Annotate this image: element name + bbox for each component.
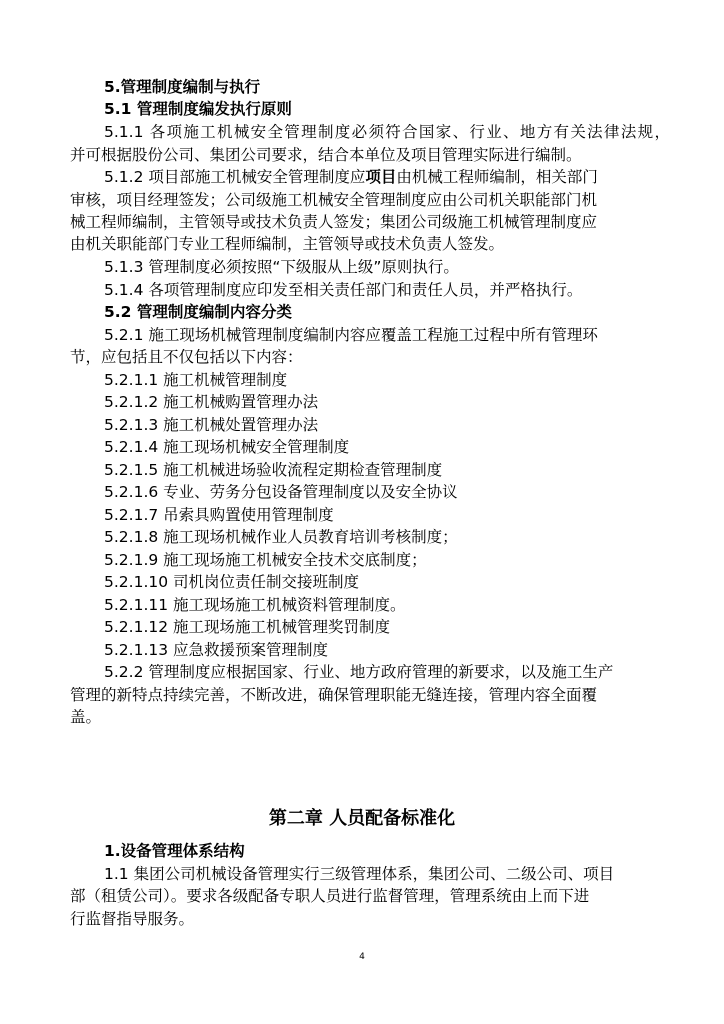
paragraph-5-1-2-line-3: 械工程师编制，主管领导或技术负责人签发；集团公司级施工机械管理制度应	[70, 213, 598, 231]
paragraph-1-1-line-2: 部（租赁公司）。要求各级配备专职人员进行监督管理，管理系统由上而下进	[70, 887, 590, 905]
paragraph-5-2-1-line-1: 5.2.1 施工现场机械管理制度编制内容应覆盖工程施工过程中所有管理环	[104, 326, 598, 344]
paragraph-5-1-2-line-2: 审核，项目经理签发；公司级施工机械安全管理制度应由公司机关职能部门机	[70, 191, 598, 209]
list-item: 5.2.1.2 施工机械购置管理办法	[104, 393, 319, 411]
section-5-2-heading: 5.2 管理制度编制内容分类	[104, 303, 292, 321]
list-item: 5.2.1.1 施工机械管理制度	[104, 371, 288, 389]
paragraph-1-1-line-1: 1.1 集团公司机械设备管理实行三级管理体系，集团公司、二级公司、项目	[104, 865, 615, 883]
list-item: 5.2.1.6 专业、劳务分包设备管理制度以及安全协议	[104, 483, 458, 501]
list-item: 5.2.1.4 施工现场机械安全管理制度	[104, 438, 350, 456]
section-5-1-heading: 5.1 管理制度编发执行原则	[104, 100, 292, 118]
paragraph-5-2-2-line-3: 盖。	[70, 708, 102, 726]
paragraph-5-1-2-bold-text: 项目	[365, 168, 397, 186]
list-item: 5.2.1.13 应急救援预案管理制度	[104, 641, 329, 659]
list-item: 5.2.1.9 施工现场施工机械安全技术交底制度；	[104, 551, 427, 569]
paragraph-5-1-2-text-a: 5.1.2 项目部施工机械安全管理制度应	[104, 168, 366, 186]
list-item: 5.2.1.10 司机岗位责任制交接班制度	[104, 573, 360, 591]
list-item: 5.2.1.5 施工机械进场验收流程定期检查管理制度	[104, 461, 443, 479]
paragraph-5-1-1-line-2: 并可根据股份公司、集团公司要求，结合本单位及项目管理实际进行编制。	[70, 146, 582, 164]
paragraph-5-1-2-line-1	[104, 166, 704, 188]
paragraph-5-1-1-line-1: 5.1.1 各项施工机械安全管理制度必须符合国家、行业、地方有关法律法规，	[104, 123, 670, 141]
list-item: 5.2.1.7 吊索具购置使用管理制度	[104, 506, 334, 524]
paragraph-5-2-2-line-2: 管理的新特点持续完善，不断改进，确保管理职能无缝连接，管理内容全面覆	[70, 686, 598, 704]
section-5-heading: 5.管理制度编制与执行	[104, 78, 261, 96]
section-1-heading: 1.设备管理体系结构	[104, 842, 245, 860]
paragraph-5-1-2-line-4: 由机关职能部门专业工程师编制，主管领导或技术负责人签发。	[70, 235, 505, 253]
page-number: 4	[359, 952, 365, 962]
paragraph-5-2-2-line-1: 5.2.2 管理制度应根据国家、行业、地方政府管理的新要求，以及施工生产	[104, 663, 614, 681]
list-item: 5.2.1.12 施工现场施工机械管理奖罚制度	[104, 618, 391, 636]
paragraph-5-1-3: 5.1.3 管理制度必须按照“下级服从上级”原则执行。	[104, 258, 459, 276]
paragraph-5-1-4: 5.1.4 各项管理制度应印发至相关责任部门和责任人员，并严格执行。	[104, 281, 583, 299]
chapter-2-title: 第二章 人员配备标准化	[268, 808, 456, 829]
list-item: 5.2.1.11 施工现场施工机械资料管理制度。	[104, 596, 406, 614]
paragraph-5-2-1-line-2: 节，应包括且不仅包括以下内容：	[70, 348, 303, 366]
paragraph-1-1-line-3: 行监督指导服务。	[70, 910, 195, 928]
list-item: 5.2.1.8 施工现场机械作业人员教育培训考核制度；	[104, 528, 458, 546]
list-item: 5.2.1.3 施工机械处置管理办法	[104, 416, 319, 434]
paragraph-5-1-2-text-b: 由机械工程师编制，相关部门	[396, 168, 598, 186]
